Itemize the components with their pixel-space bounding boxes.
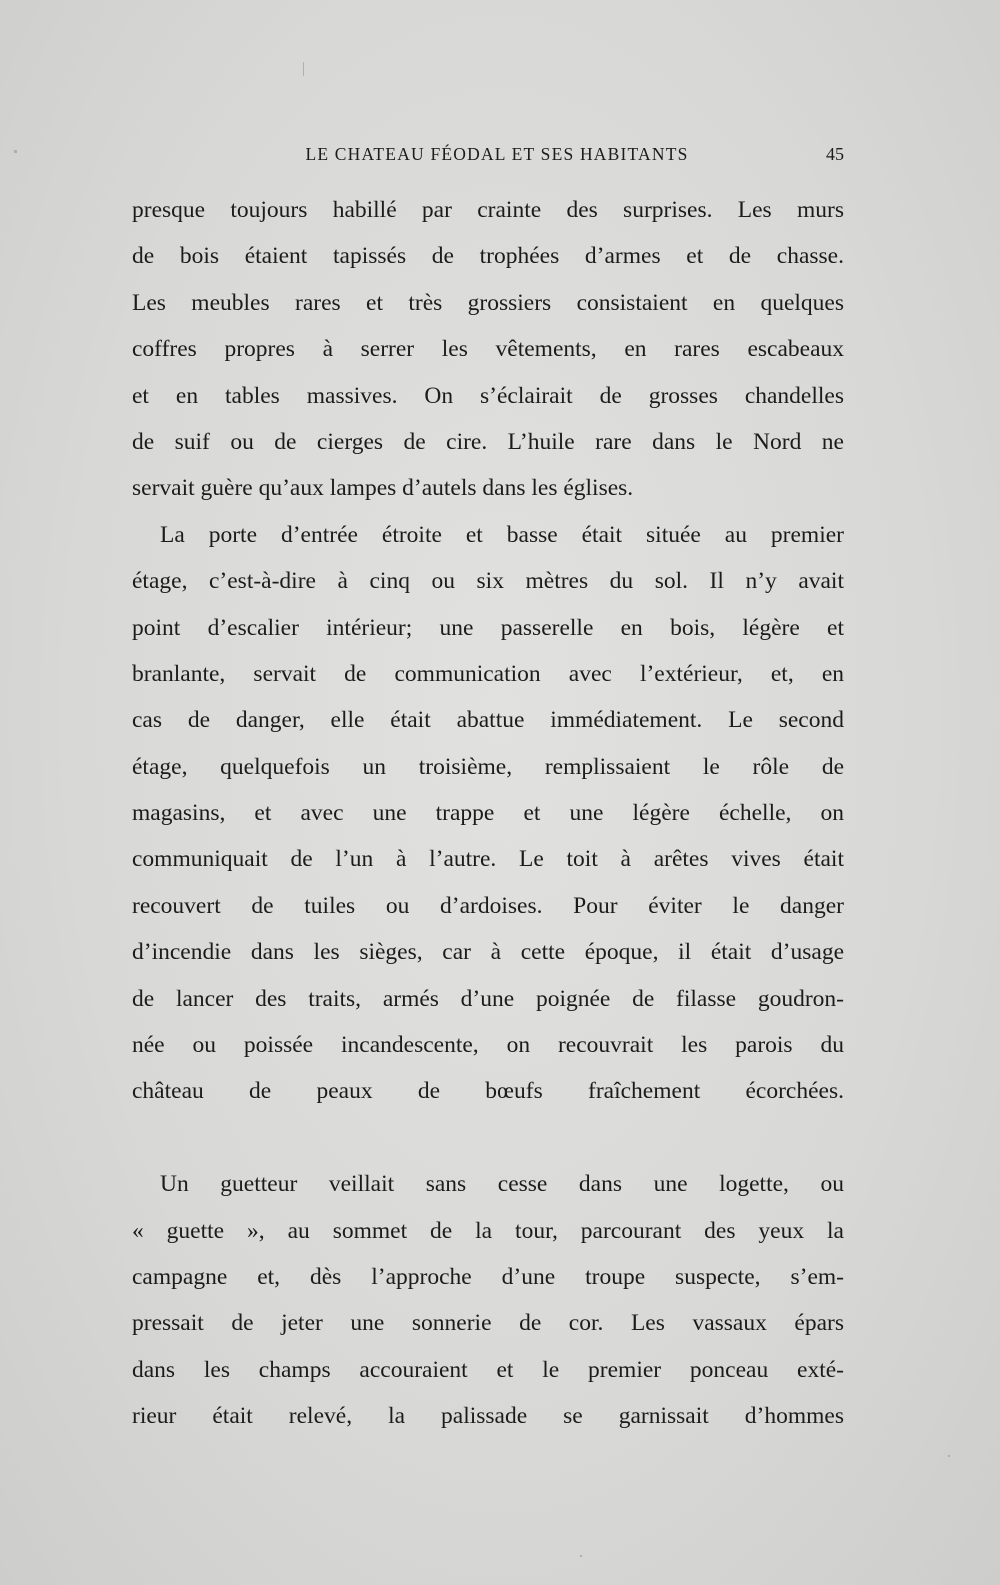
paragraph-1: [132, 187, 844, 512]
paragraph-3: [132, 1161, 844, 1439]
body-text: [132, 187, 844, 1440]
text-line: dans les champs accouraient et le premier ponceau exté-: [132, 1356, 844, 1383]
paper-speck: [14, 150, 17, 153]
text-line: presque toujours habillé par crainte des surprises. Les murs: [132, 197, 844, 223]
text-line: de lancer des traits, armés d’une poignée de filasse goudron-: [132, 985, 844, 1012]
running-head: [132, 144, 844, 174]
text-line: rieur était relevé, la palissade se garnissait d’hommes: [132, 1403, 844, 1430]
text-line: Les meubles rares et très grossiers consistaient en quelques: [132, 289, 844, 316]
text-line: [132, 1115, 844, 1161]
paper-speck: [948, 1455, 950, 1457]
text-line: étage, c’est-à-dire à cinq ou six mètres du sol. Il n’y avait: [132, 568, 844, 595]
text-line: pressait de jeter une sonnerie de cor. Les vassaux épars: [132, 1310, 844, 1337]
text-line: de suif ou de cierges de cire. L’huile rare dans le Nord ne: [132, 428, 844, 455]
text-line: servait guère qu’aux lampes d’autels dans les églises.: [132, 475, 634, 502]
text-line: « guette », au sommet de la tour, parcourant des yeux la: [132, 1217, 844, 1244]
text-line: campagne et, dès l’approche d’une troupe suspecte, s’em-: [132, 1263, 844, 1290]
text-line: point d’escalier intérieur; une passerelle en bois, légère et: [132, 614, 844, 641]
text-line: La porte d’entrée étroite et basse était située au premier: [160, 521, 844, 548]
paper-speck: [303, 62, 304, 76]
text-line: château de peaux de bœufs fraîchement écorchées.: [132, 1078, 844, 1105]
paragraph-2: [132, 512, 844, 1161]
text-line: née ou poissée incandescente, on recouvrait les parois du: [132, 1032, 844, 1059]
text-line: cas de danger, elle était abattue immédiatement. Le second: [132, 707, 844, 734]
text-line: coffres propres à serrer les vêtements, en rares escabeaux: [132, 336, 844, 363]
text-line: magasins, et avec une trappe et une légère échelle, on: [132, 800, 844, 827]
paper-speck: [580, 1555, 582, 1557]
text-line: et en tables massives. On s’éclairait de grosses chandelles: [132, 382, 844, 409]
text-line: Un guetteur veillait sans cesse dans une logette, ou: [160, 1171, 844, 1198]
running-title: LE CHATEAU FÉODAL ET SES HABITANTS: [305, 144, 689, 164]
text-line: recouvert de tuiles ou d’ardoises. Pour éviter le danger: [132, 892, 844, 919]
page-number: 45: [826, 144, 844, 164]
text-line: d’incendie dans les sièges, car à cette époque, il était d’usage: [132, 939, 844, 966]
text-line: de bois étaient tapissés de trophées d’armes et de chasse.: [132, 243, 844, 270]
text-line: branlante, servait de communication avec l’extérieur, et, en: [132, 660, 844, 687]
text-line: étage, quelquefois un troisième, remplissaient le rôle de: [132, 753, 844, 780]
text-line: communiquait de l’un à l’autre. Le toit à arêtes vives était: [132, 846, 844, 873]
